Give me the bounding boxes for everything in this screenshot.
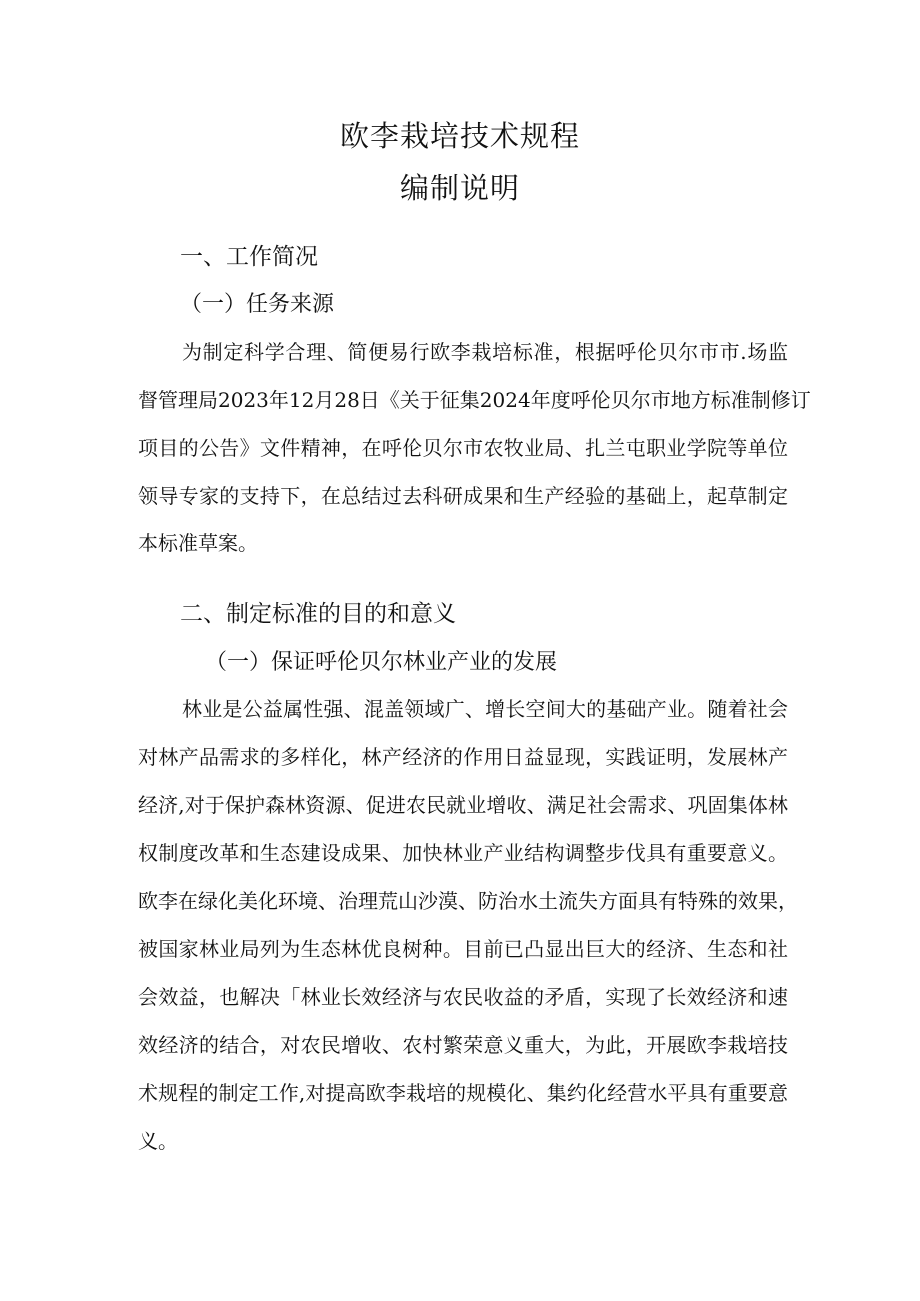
paragraph-line: 义。 bbox=[138, 1129, 178, 1153]
paragraph-line: 对林产品需求的多样化，林产经济的作用日益显现，实践证明，发展林产 bbox=[138, 745, 788, 769]
paragraph-line: 权制度改革和生态建设成果、加快林业产业结构调整步伐具有重要意义。 bbox=[138, 841, 788, 865]
paragraph-line: 领导专家的支持下，在总结过去科研成果和生产经验的基础上，起草制定 bbox=[138, 484, 788, 508]
paragraph-line: 被国家林业局列为生态林优良树种。目前已凸显出巨大的经济、生态和社 bbox=[138, 937, 788, 961]
paragraph-line: 项目的公告》文件精神，在呼伦贝尔市农牧业局、扎兰屯职业学院等单位 bbox=[138, 436, 788, 460]
paragraph-line: 林业是公益属性强、混盖领域广、增长空间大的基础产业。随着社会 bbox=[182, 697, 788, 721]
paragraph-line: 本标准草案。 bbox=[138, 531, 258, 555]
paragraph-line: 欧李在绿化美化环境、治理荒山沙漠、防治水土流失方面具有特殊的效果， bbox=[138, 889, 798, 913]
paragraph-line: 为制定科学合理、简便易行欧李栽培标准，根据呼伦贝尔市市.场监 bbox=[182, 340, 788, 364]
section-heading-purpose: 二、制定标准的目的和意义 bbox=[180, 601, 456, 627]
paragraph-line: 经济,对于保护森林资源、促进农民就业增收、满足社会需求、巩固集体林 bbox=[138, 793, 788, 817]
document-subtitle: 编制说明 bbox=[399, 171, 520, 205]
subsection-heading-task-source: （一）任务来源 bbox=[180, 292, 335, 317]
paragraph-line: 术规程的制定工作,对提高欧李栽培的规模化、集约化经营水平具有重要意 bbox=[138, 1081, 788, 1105]
subsection-heading-forestry-development: （一）保证呼伦贝尔林业产业的发展 bbox=[205, 650, 558, 675]
section-heading-work-overview: 一、工作简况 bbox=[180, 244, 318, 270]
paragraph-line: 会效益，也解决「林业长效经济与农民收益的矛盾，实现了长效经济和速 bbox=[138, 985, 788, 1009]
paragraph-line: 督管理局2023年12月28日《关于征集2024年度呼伦贝尔市地方标准制修订 bbox=[138, 388, 811, 412]
document-title: 欧李栽培技术规程 bbox=[339, 119, 580, 153]
paragraph-line: 效经济的结合，对农民增收、农村繁荣意义重大，为此，开展欧李栽培技 bbox=[138, 1033, 788, 1057]
